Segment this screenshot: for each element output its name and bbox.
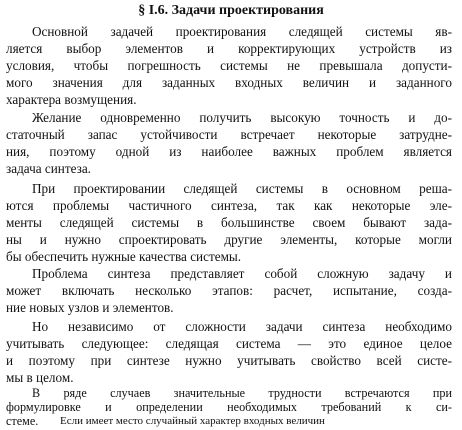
paragraph-2-line-4: задача синтеза. xyxy=(6,161,91,176)
paragraph-3-line-2: ются проблемы частичного синтеза, так как некоторые эле- xyxy=(6,198,452,213)
paragraph-4-line-2: может включать несколько этапов: расчет, испытание, созда- xyxy=(6,283,452,298)
paragraph-2-line-1: Желание одновременно получить высокую точность и до- xyxy=(32,110,452,125)
paragraph-1-line-3: условия, чтобы погрешность системы не превышала допусти- xyxy=(6,58,452,73)
paragraph-6-line-3: стеме. xyxy=(6,414,39,428)
paragraph-4-line-3: ние новых узлов и элементов. xyxy=(6,300,174,315)
paragraph-4-line-1: Проблема синтеза представляет собой сложную задачу и xyxy=(32,266,452,281)
paragraph-5-line-2: учитывать следующее: следящая система — это единое целое xyxy=(6,336,452,351)
paragraph-2-line-2: статочный запас устойчивости встречает некоторые затрудне- xyxy=(6,127,452,142)
paragraph-3-line-3: менты следящей системы в большинстве своем бывают зада- xyxy=(6,215,452,230)
paragraph-1-line-2: ляется выбор элементов и корректирующих устройств из xyxy=(6,41,452,56)
paragraph-1-line-4: мого значения для заданных входных величин и заданного xyxy=(6,75,452,90)
paragraph-5-line-3: и поэтому при синтезе нужно учитывать свойство всей систе- xyxy=(6,353,452,368)
paragraph-3-line-1: При проектировании следящей системы в основном реша- xyxy=(32,181,452,196)
paragraph-5-line-1: Но независимо от сложности задачи синтеза необходимо xyxy=(32,319,452,334)
paragraph-6-line-1: В ряде случаев значительные трудности встречаются при xyxy=(32,386,452,400)
paragraph-3-line-4: ны и нужно спроектировать другие элементы, которые могли xyxy=(6,232,452,247)
paragraph-5-line-4: мы в целом. xyxy=(6,370,74,385)
paragraph-6-line-2: формулировке и определении необходимых требований к си- xyxy=(6,400,452,414)
section-heading: § I.6. Задачи проектирования xyxy=(138,3,324,18)
paragraph-3-line-5: бы обеспечить нужные качества системы. xyxy=(6,249,242,264)
paragraph-7-line-1: Если имеет место случайный характер входных величин xyxy=(60,415,325,427)
paragraph-2-line-3: ния, поэтому одной из наиболее важных проблем является xyxy=(6,144,452,159)
paragraph-1-line-5: характера возмущения. xyxy=(6,92,137,107)
paragraph-1-line-1: Основной задачей проектирования следящей системы яв- xyxy=(32,24,452,39)
